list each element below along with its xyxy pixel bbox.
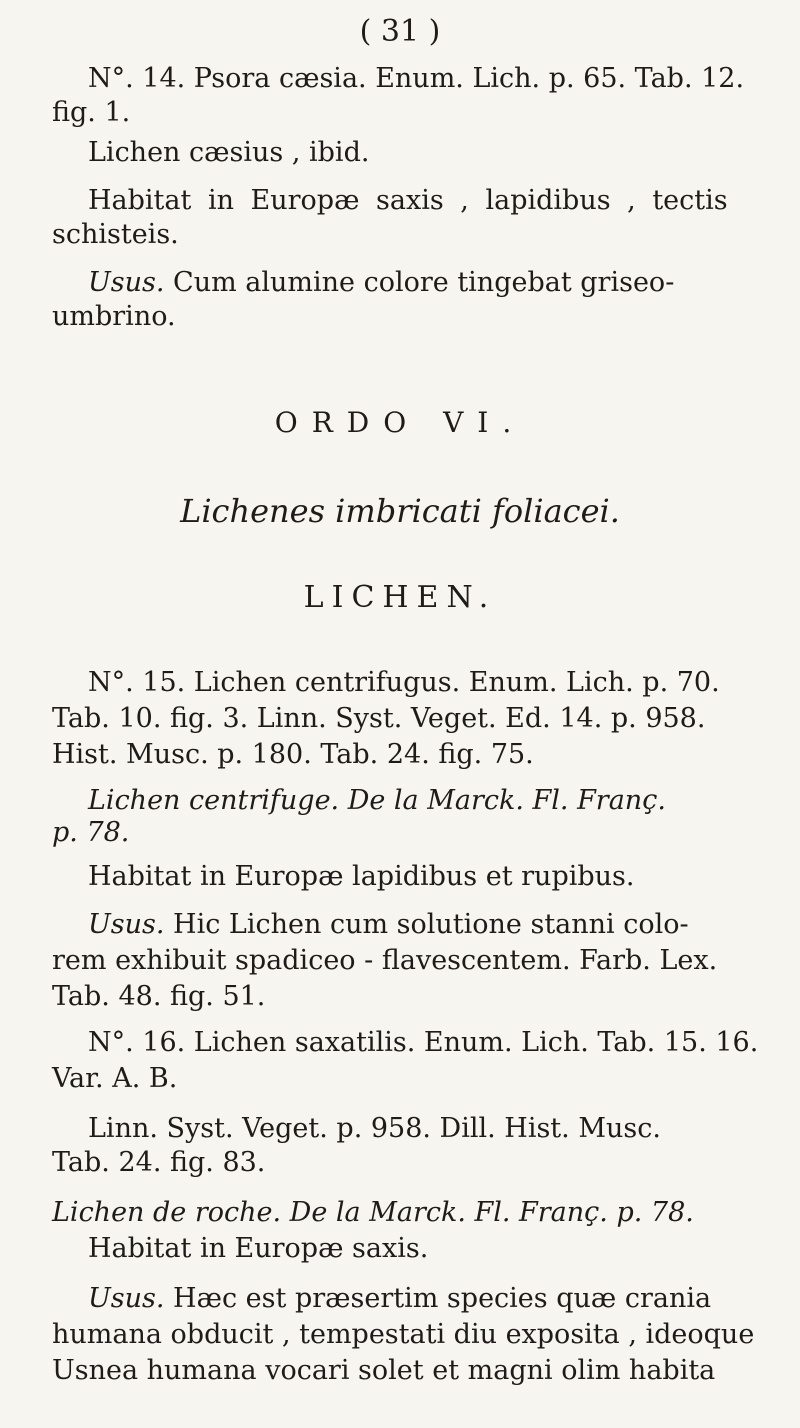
entry-16-line-3: Linn. Syst. Veget. p. 958. Dill. Hist. Musc. <box>88 1113 661 1144</box>
entry-14-line-1: N°. 14. Psora cæsia. Enum. Lich. p. 65. Tab. 12. <box>88 63 745 94</box>
entry-15-line-2: Tab. 10. fig. 3. Linn. Syst. Veget. Ed. 14. p. 958. <box>52 703 706 734</box>
entry-14-synonym: Lichen cæsius , ibid. <box>88 137 370 168</box>
entry-14-line-2: fig. 1. <box>52 97 131 128</box>
entry-15-usus <box>88 908 689 942</box>
entry-16-french <box>52 1196 694 1230</box>
entry-16-usus-3: Usnea humana vocari solet et magni olim habita <box>52 1355 716 1386</box>
entry-16-line-4: Tab. 24. fig. 83. <box>52 1147 266 1178</box>
usus-text: Hic Lichen cum solutione stanni colo- <box>173 909 689 940</box>
ordo-title: ORDO VI. <box>274 406 526 439</box>
entry-15-french-1 <box>88 784 666 818</box>
usus-text: Cum alumine colore tingebat griseo- <box>173 267 675 298</box>
entry-16-line-2: Var. A. B. <box>52 1063 178 1094</box>
genus-heading: LICHEN. <box>303 580 497 615</box>
french-name: Lichen centrifuge. De la Marck. Fl. Franç. <box>88 785 666 816</box>
entry-16-usus <box>88 1282 711 1316</box>
entry-15-french-2 <box>52 816 129 850</box>
ordo-subtitle: Lichenes imbricati foliacei. <box>180 492 620 530</box>
entry-14-usus-2: umbrino. <box>52 301 176 332</box>
usus-label: Usus. <box>88 1283 165 1314</box>
entry-15-usus-2: rem exhibuit spadiceo - flavescentem. Farb. Lex. <box>52 945 718 976</box>
entry-15-line-1: N°. 15. Lichen centrifugus. Enum. Lich. p. 70. <box>88 667 720 698</box>
usus-label: Usus. <box>88 267 165 298</box>
entry-16-habitat: Habitat in Europæ saxis. <box>88 1233 429 1264</box>
entry-14-usus <box>88 266 674 300</box>
entry-14-habitat-2: schisteis. <box>52 219 179 250</box>
entry-16-usus-2: humana obducit , tempestati diu exposita , ideoque <box>52 1319 755 1350</box>
entry-15-usus-3: Tab. 48. fig. 51. <box>52 981 266 1012</box>
entry-15-habitat: Habitat in Europæ lapidibus et rupibus. <box>88 861 635 892</box>
page-header: ( 31 ) <box>359 14 441 49</box>
usus-text: Hæc est præsertim species quæ crania <box>173 1283 712 1314</box>
usus-label: Usus. <box>88 909 165 940</box>
entry-16-line-1: N°. 16. Lichen saxatilis. Enum. Lich. Tab. 15. 16. <box>88 1027 759 1058</box>
french-page: p. 78. <box>52 817 130 848</box>
french-name: Lichen de roche. De la Marck. Fl. Franç. p. 78. <box>52 1197 694 1228</box>
entry-15-line-3: Hist. Musc. p. 180. Tab. 24. fig. 75. <box>52 739 534 770</box>
entry-14-habitat-1: Habitat in Europæ saxis , lapidibus , tectis <box>88 185 728 216</box>
